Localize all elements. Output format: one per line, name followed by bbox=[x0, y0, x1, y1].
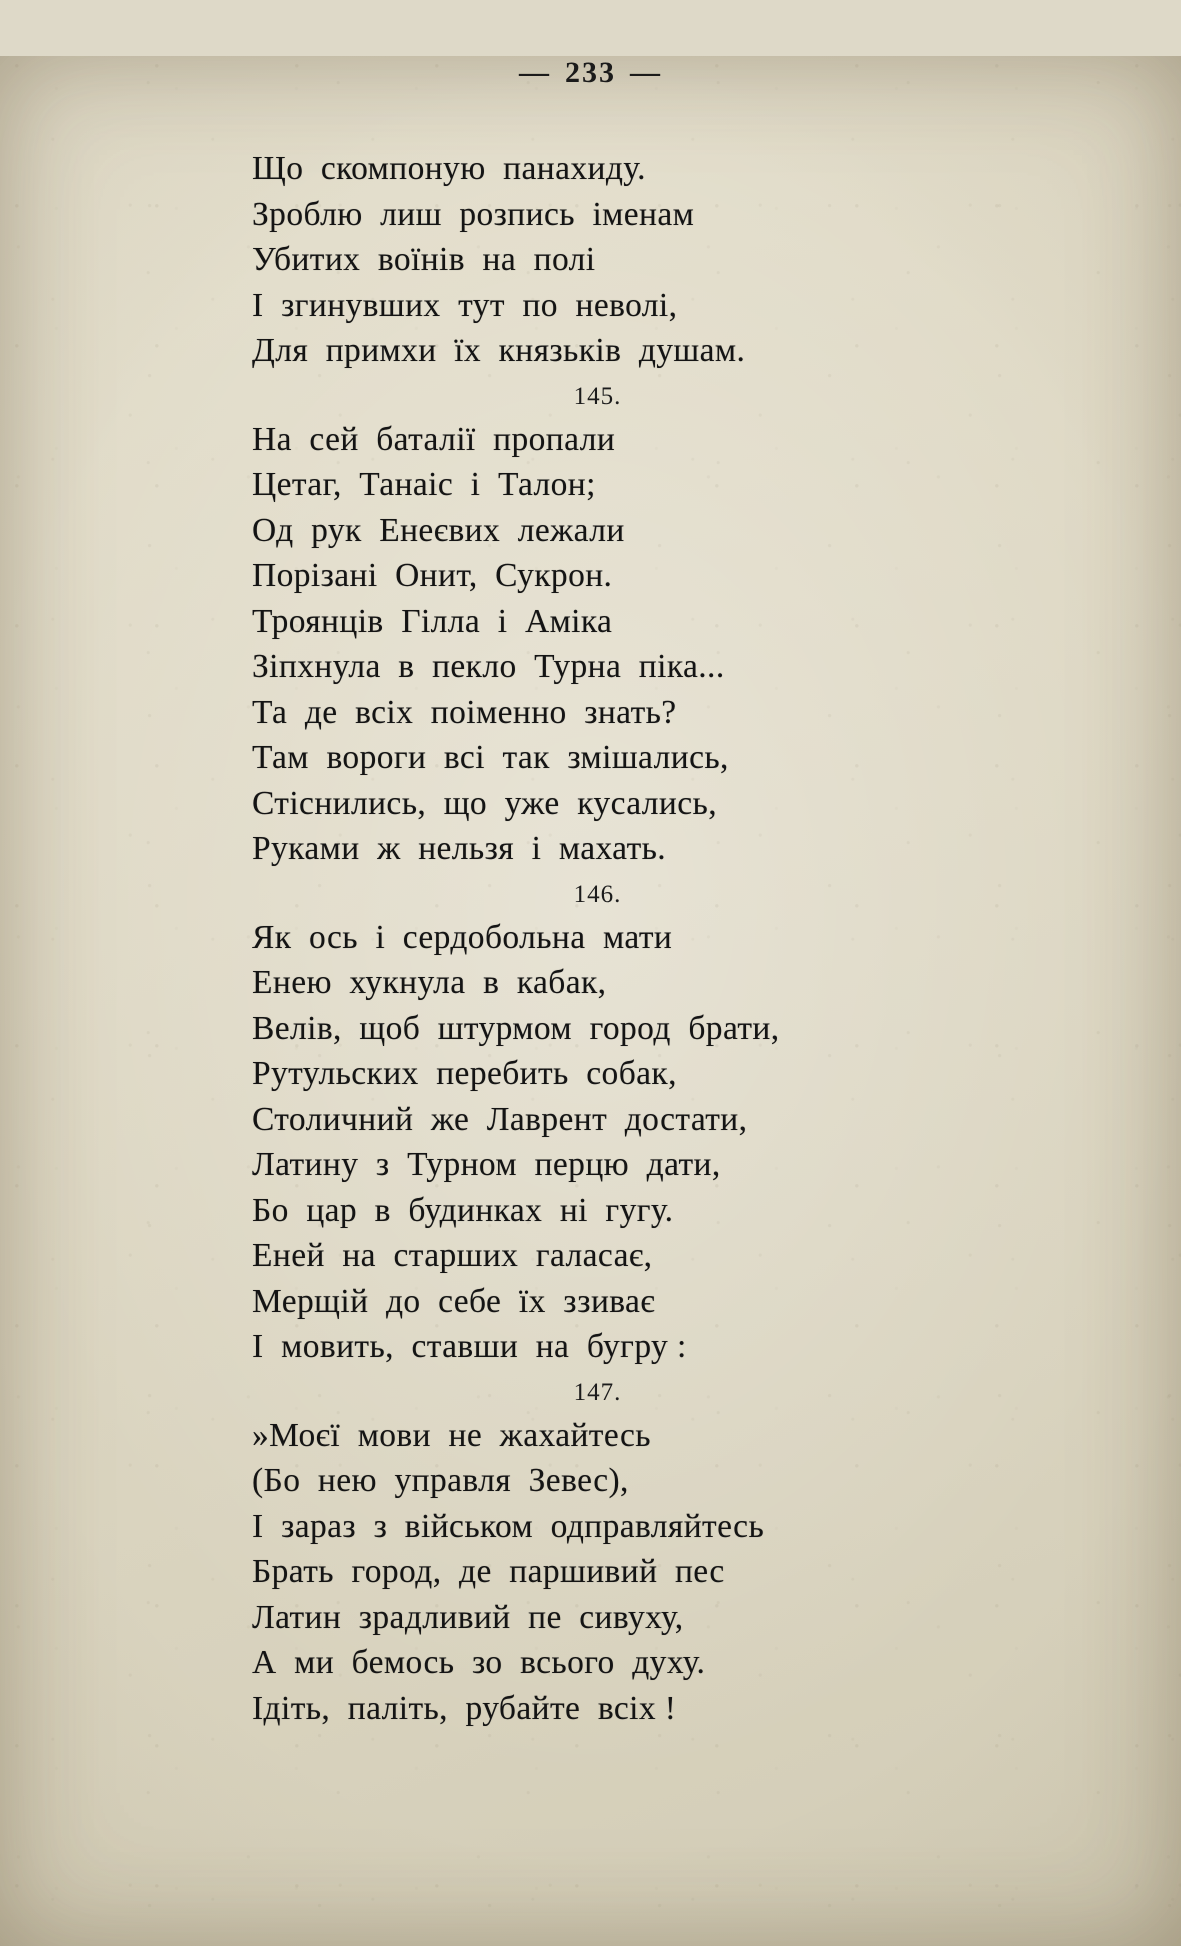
verse-line: Бо цар в будинках ні гугу. bbox=[252, 1191, 674, 1229]
verse-line: І мовить, ставши на бугру : bbox=[252, 1328, 687, 1365]
verse-line: І зараз з військом одправляйтесь bbox=[252, 1507, 765, 1545]
verse-line: Брать город, де паршивий пес bbox=[252, 1553, 725, 1590]
verse-line: Латину з Турном перцю дати, bbox=[252, 1146, 721, 1183]
folio-left-dash: — bbox=[519, 56, 551, 89]
page-canvas bbox=[0, 56, 1181, 1946]
verse-line: Рутульских перебить собак, bbox=[252, 1055, 677, 1092]
verse-line: Цетаг, Танаіс і Талон; bbox=[252, 466, 596, 503]
verse-line: Велів, щоб штурмом город брати, bbox=[252, 1009, 780, 1047]
verse-line: Латин зрадливий пе сивуху, bbox=[252, 1598, 684, 1636]
verse-line: Зроблю лиш розпись іменам bbox=[252, 195, 695, 233]
verse-line: Еней на старших галасає, bbox=[252, 1237, 653, 1274]
verse-line: Стіснились, що уже кусались, bbox=[252, 784, 717, 822]
verse-line: Троянців Гілла і Аміка bbox=[252, 602, 613, 640]
verse-line: Мерщій до себе їх ззиває bbox=[252, 1282, 656, 1320]
verse-line: Що скомпоную панахиду. bbox=[252, 150, 646, 187]
verse-line: Убитих воїнів на полі bbox=[252, 241, 596, 278]
stanza-number: 145. bbox=[573, 382, 622, 410]
verse-line: Зіпхнула в пекло Турна піка... bbox=[252, 648, 725, 685]
verse-line: Як ось і сердобольна мати bbox=[252, 918, 673, 956]
stanza-145 bbox=[252, 383, 1021, 872]
poem-body bbox=[0, 146, 1181, 1731]
stanza-number: 146. bbox=[573, 880, 622, 908]
verse-line: Та де всіх поіменно знать? bbox=[252, 693, 677, 731]
verse-line: Порізані Онит, Сукрон. bbox=[252, 557, 613, 594]
verse-line: (Бо нею управля Зевес), bbox=[252, 1462, 629, 1499]
verse-line: На сей баталії пропали bbox=[252, 420, 616, 458]
verse-line: »Моєї мови не жахайтесь bbox=[252, 1416, 651, 1454]
verse-line: Для примхи їх князьків душам. bbox=[252, 332, 746, 369]
page-folio bbox=[0, 56, 1181, 90]
verse-line: А ми бемось зо всього духу. bbox=[252, 1644, 706, 1681]
verse-line: Там вороги всі так змішались, bbox=[252, 739, 729, 776]
verse-line: І згинувших тут по неволі, bbox=[252, 286, 678, 324]
page-content bbox=[0, 56, 1181, 1731]
verse-line: Од рук Енеєвих лежали bbox=[252, 511, 625, 549]
verse-line: Столичний же Лаврент достати, bbox=[252, 1100, 748, 1138]
folio-number: 233 bbox=[565, 56, 616, 89]
folio-right-dash: — bbox=[630, 56, 662, 89]
stanza-continuation bbox=[252, 146, 1021, 374]
verse-line: Руками ж нельзя і махать. bbox=[252, 830, 667, 867]
stanza-147 bbox=[252, 1379, 1021, 1732]
verse-line: Ідіть, паліть, рубайте всіх ! bbox=[252, 1689, 677, 1727]
verse-line: Енею хукнула в кабак, bbox=[252, 964, 607, 1001]
stanza-146 bbox=[252, 881, 1021, 1370]
stanza-number: 147. bbox=[573, 1378, 622, 1406]
